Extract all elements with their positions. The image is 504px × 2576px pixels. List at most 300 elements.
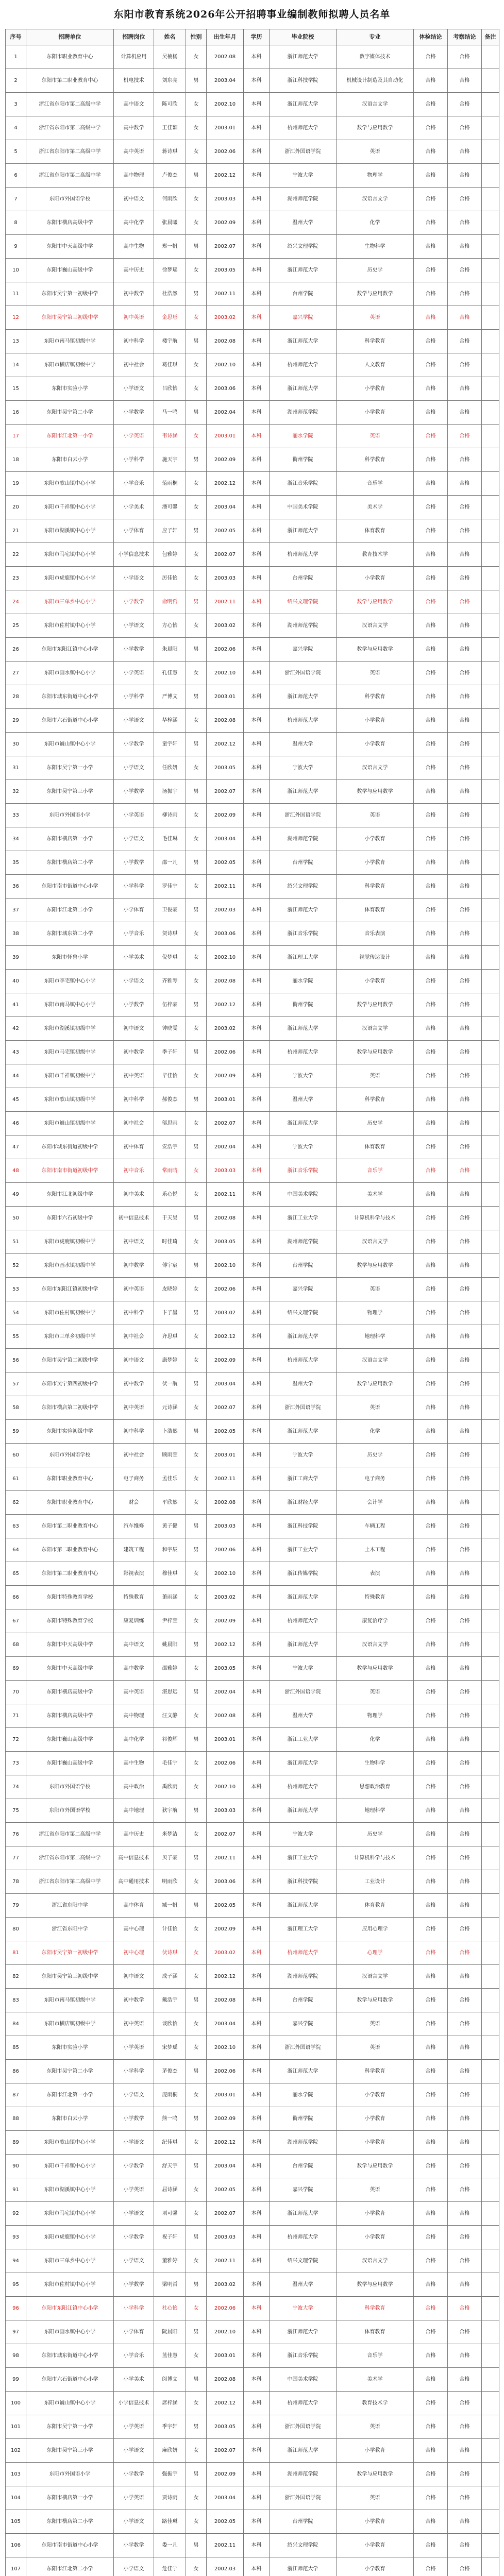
table-cell: 东阳市外国语学校 [26,1444,114,1467]
table-cell: 英语 [337,140,414,164]
table-cell: 元诗涵 [154,1396,186,1420]
table-cell: 合格 [448,946,482,970]
table-cell: 物理学 [337,1704,414,1728]
table-cell: 杭州师范大学 [270,1609,337,1633]
table-cell: 女 [186,804,207,827]
table-cell: 初中科学 [114,1420,154,1444]
table-cell: 女 [186,188,207,211]
table-cell: 吕欣怡 [154,377,186,401]
table-cell: 本科 [244,614,270,638]
table-row [6,425,499,448]
table-cell: 浙江师范大学 [270,93,337,116]
table-cell: 小学语文 [114,614,154,638]
table-cell: 女 [186,353,207,377]
table-cell: 小学数学 [114,780,154,804]
table-cell: 本科 [244,1136,270,1159]
table-cell: 浙江师范大学 [270,899,337,922]
table-cell: 合格 [448,1301,482,1325]
table-cell: 嘉兴学院 [270,2012,337,2036]
table-cell: 本科 [244,2155,270,2178]
table-row [6,2273,499,2297]
table-cell: 合格 [414,946,448,970]
table-cell: 女 [186,2131,207,2155]
table-cell: 本科 [244,1159,270,1183]
table-cell: 本科 [244,1064,270,1088]
table-cell: 本科 [244,353,270,377]
table-row [6,638,499,662]
table-cell: 38 [6,922,26,946]
table-cell: 杜浩然 [154,282,186,306]
table-cell: 女 [186,2249,207,2273]
table-cell: 女 [186,2012,207,2036]
table-cell: 女 [186,1609,207,1633]
table-cell: 本科 [244,211,270,235]
table-row [6,1349,499,1372]
table-cell: 104 [6,2486,26,2510]
table-cell: 男 [186,899,207,922]
table-cell: 宁波大学 [270,1136,337,1159]
table-cell: 合格 [414,1349,448,1372]
table-cell: 合格 [414,1633,448,1657]
table-cell: 绍兴文理学院 [270,590,337,614]
table-cell: 张晨曦 [154,211,186,235]
table-cell: 2002.11 [207,282,244,306]
table-cell: 本科 [244,899,270,922]
table-cell: 66 [6,1586,26,1609]
table-cell: 2003.05 [207,1657,244,1681]
table-cell: 81 [6,1941,26,1965]
table-row [6,756,499,780]
table-cell: 宋梦瑶 [154,2036,186,2060]
table-cell: 合格 [414,2107,448,2131]
table-cell: 影视表演 [114,1562,154,1586]
table-cell: 女 [186,1230,207,1254]
table-cell: 合格 [448,259,482,282]
table-cell: 37 [6,899,26,922]
table-cell: 2003.05 [207,756,244,780]
table-cell: 楼宇航 [154,330,186,353]
table-cell: 合格 [448,899,482,922]
table-cell: 合格 [414,1301,448,1325]
table-cell: 历史学 [337,1444,414,1467]
table-cell: 男 [186,2534,207,2557]
table-cell: 汉语言文学 [337,614,414,638]
table-cell: 东阳市歌山镇初级中学 [26,1088,114,1112]
table-cell: 男 [186,638,207,662]
table-row [6,2012,499,2036]
table-cell: 51 [6,1230,26,1254]
table-cell: 合格 [448,1823,482,1846]
table-cell [482,116,499,140]
table-cell: 机械设计制造及其自动化 [337,69,414,93]
table-cell: 2002.10 [207,93,244,116]
table-row [6,970,499,993]
table-cell: 合格 [414,543,448,567]
table-cell: 合格 [448,2486,482,2510]
table-cell: 毛佳琳 [154,827,186,851]
table-cell: 浙江省东阳市第二高级中学 [26,1823,114,1846]
table-cell [482,1444,499,1467]
table-cell: 女 [186,2202,207,2226]
table-cell [482,2392,499,2415]
table-cell [482,2060,499,2083]
table-cell: 26 [6,638,26,662]
table-cell: 女 [186,2036,207,2060]
table-cell: 合格 [414,235,448,259]
table-cell: 倪梦琪 [154,946,186,970]
table-cell: 2002.05 [207,1420,244,1444]
table-cell: 2002.09 [207,1349,244,1372]
table-cell: 童宇轩 [154,733,186,756]
table-cell: 本科 [244,804,270,827]
table-cell: 东阳市吴宁第三初级中学 [26,306,114,330]
table-cell: 本科 [244,1681,270,1704]
table-cell: 项可馨 [154,2202,186,2226]
table-cell: 合格 [448,2534,482,2557]
table-cell: 合格 [448,1349,482,1372]
table-cell [482,1894,499,1918]
table-cell: 体育教育 [337,899,414,922]
table-cell: 东阳市白云小学 [26,2107,114,2131]
table-cell: 女 [186,2486,207,2510]
table-row [6,543,499,567]
table-cell [482,2439,499,2463]
table-cell [482,1041,499,1064]
table-row [6,2415,499,2439]
table-cell: 71 [6,1704,26,1728]
table-cell: 危佳宁 [154,2557,186,2576]
table-cell [482,1230,499,1254]
table-cell: 女 [186,45,207,69]
table-cell: 浙江工业大学 [270,1207,337,1230]
table-cell: 男 [186,330,207,353]
table-row [6,899,499,922]
table-cell: 女 [186,1775,207,1799]
table-cell: 台州学院 [270,282,337,306]
table-cell: 小学教育 [337,377,414,401]
table-cell: 东阳市佐村镇中心小学 [26,614,114,638]
table-cell: 东阳市东阳江镇中心小学 [26,638,114,662]
table-cell: 本科 [244,2249,270,2273]
table-cell: 数学与应用数学 [337,638,414,662]
table-cell [482,1538,499,1562]
table-cell [482,353,499,377]
table-cell: 合格 [448,2083,482,2107]
table-cell: 小学音乐 [114,472,154,496]
table-cell: 小学教育 [337,2226,414,2249]
table-cell: 娄一凡 [154,2534,186,2557]
table-cell: 初中社会 [114,1112,154,1136]
table-cell: 合格 [448,1183,482,1207]
table-cell: 105 [6,2510,26,2534]
table-cell [482,1965,499,1989]
table-cell: 34 [6,827,26,851]
table-cell [482,1017,499,1041]
table-cell: 合格 [414,1017,448,1041]
table-cell: 浙江师范大学 [270,780,337,804]
table-cell [482,2202,499,2226]
table-cell: 伏一航 [154,1372,186,1396]
table-cell: 合格 [448,1728,482,1752]
table-cell: 女 [186,1586,207,1609]
table-cell: 2003.01 [207,2344,244,2368]
table-cell: 合格 [448,353,482,377]
table-cell: 小学数学 [114,2107,154,2131]
table-cell: 数字媒体技术 [337,45,414,69]
table-cell: 2003.01 [207,685,244,709]
table-cell: 本科 [244,1515,270,1538]
table-cell: 女 [186,377,207,401]
table-cell: 合格 [448,733,482,756]
table-cell: 2002.06 [207,1538,244,1562]
table-cell: 初中科学 [114,1088,154,1112]
table-cell: 本科 [244,2534,270,2557]
table-cell: 合格 [448,2510,482,2534]
table-cell: 男 [186,1799,207,1823]
table-cell: 郑一帆 [154,235,186,259]
table-cell: 90 [6,2155,26,2178]
table-cell: 浙江外国语学院 [270,2036,337,2060]
table-row [6,2107,499,2131]
table-cell: 合格 [414,1491,448,1515]
table-cell: 合格 [414,733,448,756]
table-row [6,1230,499,1254]
table-cell: 任欣妍 [154,756,186,780]
table-cell: 86 [6,2060,26,2083]
table-cell: 东阳市横店高级中学 [26,211,114,235]
table-cell: 男 [186,1538,207,1562]
table-cell: 本科 [244,1254,270,1278]
table-cell: 合格 [414,970,448,993]
table-cell [482,1870,499,1894]
table-cell: 小学数学 [114,401,154,425]
table-cell: 合格 [448,2178,482,2202]
table-cell: 女 [186,2439,207,2463]
table-cell: 9 [6,235,26,259]
table-row [6,2083,499,2107]
table-cell [482,851,499,875]
table-cell: 女 [186,1112,207,1136]
table-cell: 合格 [448,1325,482,1349]
table-cell: 2002.08 [207,45,244,69]
table-cell: 小学体育 [114,519,154,543]
table-cell: 2002.09 [207,1918,244,1941]
table-cell [482,1301,499,1325]
table-cell: 本科 [244,93,270,116]
table-cell: 合格 [414,519,448,543]
table-cell: 合格 [414,1183,448,1207]
table-cell [482,93,499,116]
table-row [6,1609,499,1633]
table-cell: 合格 [414,1515,448,1538]
table-cell: 合格 [414,1823,448,1846]
table-cell: 合格 [448,116,482,140]
table-cell: 49 [6,1183,26,1207]
table-cell: 合格 [414,1846,448,1870]
table-cell: 2002.10 [207,1254,244,1278]
table-cell: 浙江师范大学 [270,1752,337,1775]
table-cell: 2003.04 [207,496,244,519]
table-cell: 男 [186,1254,207,1278]
table-cell: 60 [6,1444,26,1467]
table-cell: 合格 [414,1989,448,2012]
table-cell: 女 [186,1941,207,1965]
table-cell: 浙江科技学院 [270,69,337,93]
table-cell: 合格 [448,425,482,448]
table-cell: 合格 [414,1112,448,1136]
table-cell: 2002.10 [207,1775,244,1799]
table-cell [482,1136,499,1159]
table-cell: 本科 [244,970,270,993]
table-cell [482,2486,499,2510]
table-cell: 科学教育 [337,2060,414,2083]
table-cell: 合格 [448,1704,482,1728]
table-cell: 贾诗雨 [154,2486,186,2510]
table-cell: 东阳市马宅镇中心小学 [26,543,114,567]
table-row [6,164,499,188]
table-cell [482,827,499,851]
table-cell: 高中化学 [114,1728,154,1752]
table-cell: 台州学院 [270,851,337,875]
table-cell: 本科 [244,401,270,425]
table-cell: 蒋诗琪 [154,140,186,164]
table-cell: 浙江音乐学院 [270,922,337,946]
table-cell: 小学教育 [337,827,414,851]
table-cell: 24 [6,590,26,614]
table-cell: 茅俊杰 [154,2060,186,2083]
table-cell: 2003.01 [207,1088,244,1112]
table-cell: 杜心怡 [154,2297,186,2320]
table-cell: 2002.05 [207,2178,244,2202]
table-cell [482,1752,499,1775]
table-cell: 小学语文 [114,709,154,733]
table-cell: 男 [186,1207,207,1230]
table-row [6,2060,499,2083]
table-cell: 潘可馨 [154,496,186,519]
table-cell: 本科 [244,685,270,709]
table-cell: 2002.12 [207,1633,244,1657]
table-cell: 女 [186,1823,207,1846]
table-row [6,590,499,614]
table-cell: 2003.06 [207,1870,244,1894]
table-cell [482,211,499,235]
table-cell: 合格 [414,2486,448,2510]
table-cell: 合格 [414,188,448,211]
table-cell: 席梓涵 [154,2392,186,2415]
table-cell: 东阳市吴宁第四初级中学 [26,1372,114,1396]
table-cell: 2002.10 [207,2320,244,2344]
table-cell [482,1562,499,1586]
table-cell: 85 [6,2036,26,2060]
table-cell: 合格 [414,1088,448,1112]
table-cell [482,2249,499,2273]
table-cell: 本科 [244,2036,270,2060]
table-cell: 卜浩然 [154,1420,186,1444]
table-cell: 浙江省东阳中学 [26,1918,114,1941]
table-cell: 强振宇 [154,2463,186,2486]
table-cell: 小学体育 [114,899,154,922]
table-cell: 98 [6,2344,26,2368]
table-cell: 合格 [414,780,448,804]
table-cell: 数学与应用数学 [337,282,414,306]
table-cell: 2002.04 [207,1681,244,1704]
table-cell: 合格 [448,2107,482,2131]
table-cell: 初中信息技术 [114,1207,154,1230]
table-cell: 小学数学 [114,2155,154,2178]
table-cell: 浙江音乐学院 [270,1159,337,1183]
table-cell: 本科 [244,2368,270,2392]
table-cell: 小学语文 [114,377,154,401]
table-row [6,1538,499,1562]
table-cell: 女 [186,211,207,235]
table-cell: 合格 [414,1870,448,1894]
table-cell [482,1728,499,1752]
table-cell: 初中语文 [114,1017,154,1041]
table-cell: 96 [6,2297,26,2320]
table-row [6,1325,499,1349]
table-cell: 2002.08 [207,1989,244,2012]
table-cell: 教育技术学 [337,543,414,567]
table-cell: 69 [6,1657,26,1681]
table-cell: 合格 [448,1965,482,1989]
table-cell: 合格 [414,1467,448,1491]
table-cell: 小学数学 [114,733,154,756]
table-cell: 东阳市江北第一小学 [26,425,114,448]
table-cell: 2003.02 [207,1586,244,1609]
table-cell: 30 [6,733,26,756]
table-cell: 东阳市吴宁第二小学 [26,401,114,425]
table-cell: 52 [6,1254,26,1278]
table-cell: 本科 [244,330,270,353]
table-cell: 合格 [448,709,482,733]
table-cell: 100 [6,2392,26,2415]
table-cell: 湖州师范学院 [270,2463,337,2486]
table-cell [482,2036,499,2060]
table-cell: 2003.02 [207,1017,244,1041]
table-cell [482,235,499,259]
table-cell: 浙江传媒学院 [270,1562,337,1586]
table-cell: 东阳市中天高级中学 [26,1657,114,1681]
table-cell: 2003.03 [207,1799,244,1823]
table-cell: 黄子健 [154,1515,186,1538]
table-cell: 初中语文 [114,1965,154,1989]
table-cell: 2002.11 [207,2534,244,2557]
table-cell [482,685,499,709]
table-cell: 东阳市千祥镇初级中学 [26,1064,114,1088]
table-cell: 东阳市画水镇中心小学 [26,2320,114,2344]
table-cell: 历史学 [337,1112,414,1136]
table-cell: 本科 [244,1491,270,1515]
table-cell: 徐梦瑶 [154,259,186,282]
table-cell: 合格 [448,1586,482,1609]
table-cell: 2002.06 [207,140,244,164]
table-cell: 合格 [448,1894,482,1918]
table-cell: 计佳怡 [154,1918,186,1941]
table-cell: 2002.09 [207,448,244,472]
table-cell: 小学教育 [337,709,414,733]
table-cell: 57 [6,1372,26,1396]
table-cell: 2002.11 [207,590,244,614]
table-cell: 俞明哲 [154,590,186,614]
table-cell: 齐思琪 [154,1325,186,1349]
table-cell: 东阳市吴宁第一小学 [26,2415,114,2439]
table-cell: 本科 [244,1325,270,1349]
table-cell: 67 [6,1609,26,1633]
table-cell: 浙江师范大学 [270,1112,337,1136]
table-row [6,993,499,1017]
table-cell [482,472,499,496]
table-cell: 初中音乐 [114,1159,154,1183]
